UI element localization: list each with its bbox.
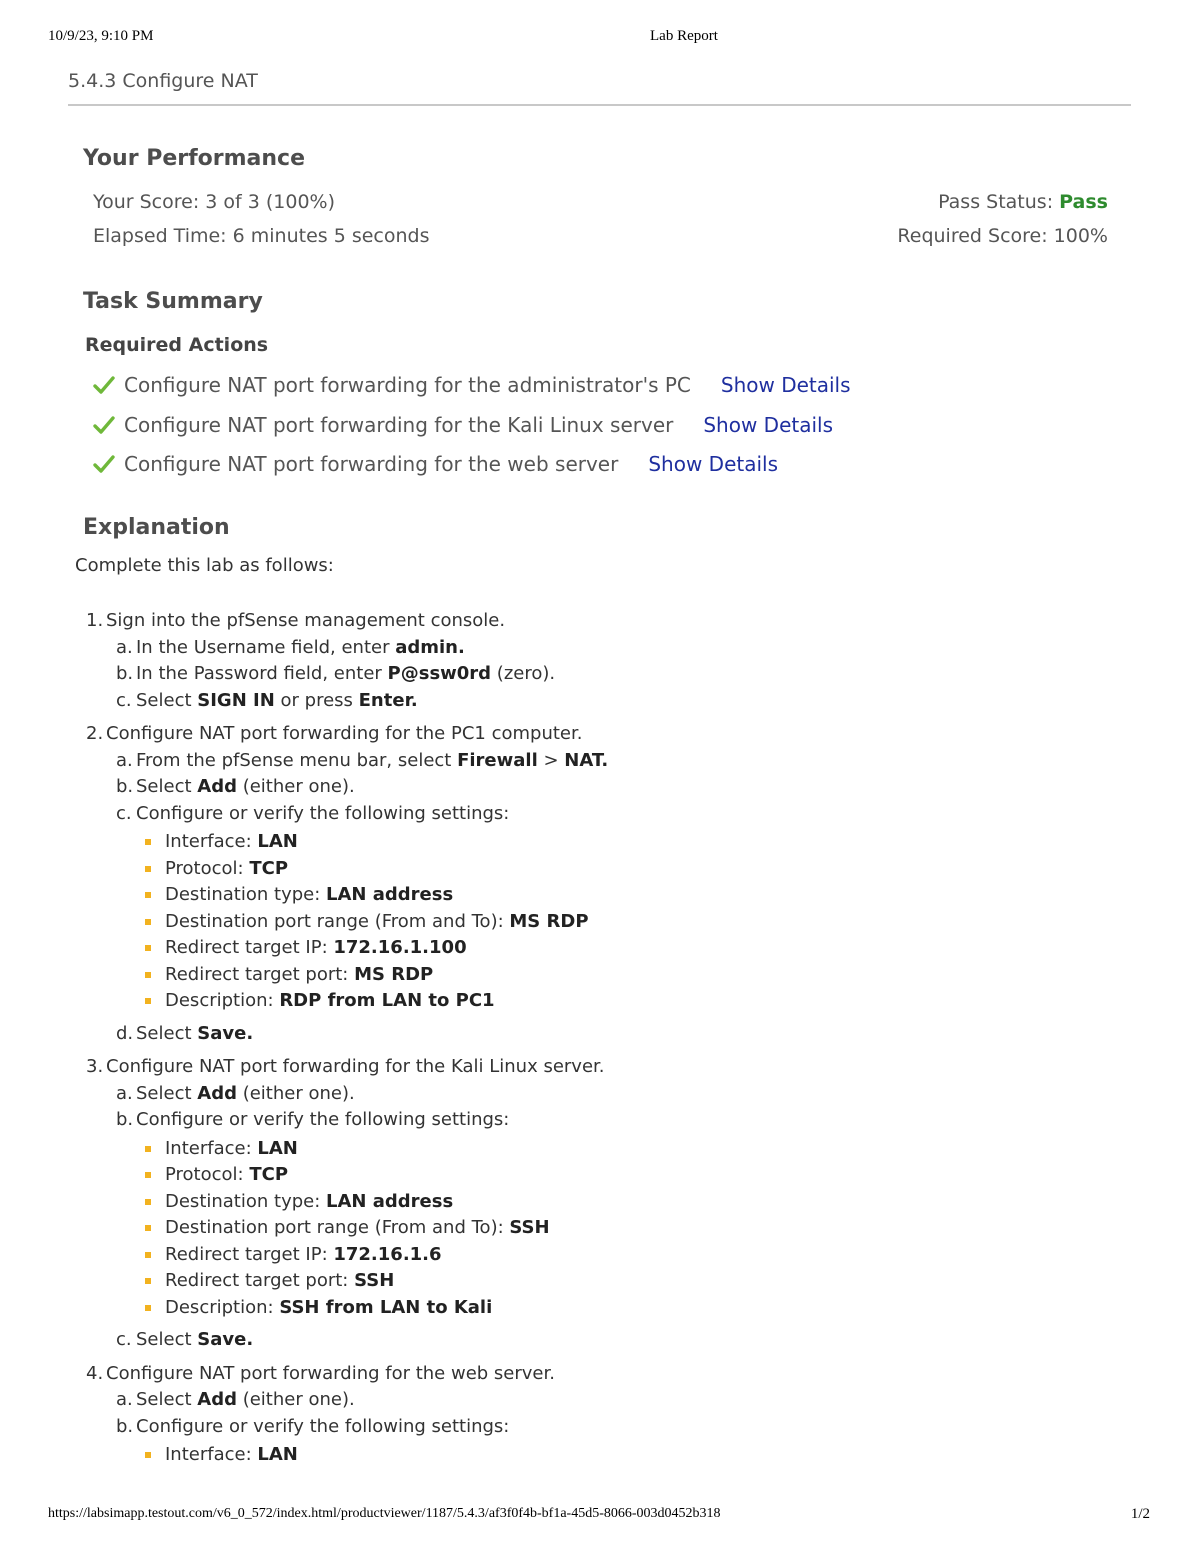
setting-name: Redirect target port: bbox=[165, 1270, 355, 1291]
setting-item bbox=[106, 1136, 608, 1163]
bullet-square-icon bbox=[145, 1252, 151, 1258]
substep-text: (zero). bbox=[491, 663, 556, 684]
setting-value: SSH bbox=[354, 1270, 395, 1291]
setting-item bbox=[106, 829, 608, 856]
setting-name: Protocol: bbox=[165, 857, 250, 879]
required-actions-heading: Required Actions bbox=[85, 334, 269, 356]
setting-value: RDP from LAN to PC1 bbox=[279, 990, 495, 1011]
substep-text: Select bbox=[136, 1082, 198, 1104]
substep-letter: c. bbox=[116, 689, 132, 711]
substep bbox=[106, 1081, 608, 1108]
pass-status-line bbox=[938, 191, 1108, 213]
substep-text: (either one). bbox=[236, 1389, 355, 1410]
bullet-square-icon bbox=[145, 919, 151, 925]
step-number: 4. bbox=[86, 1362, 104, 1384]
substep-letter: a. bbox=[116, 1082, 133, 1104]
pass-status-label: Pass Status: bbox=[938, 191, 1054, 213]
bullet-square-icon bbox=[145, 1225, 151, 1231]
task-summary-heading: Task Summary bbox=[83, 289, 263, 314]
setting-value: LAN address bbox=[326, 1190, 454, 1212]
setting-item bbox=[106, 856, 608, 883]
substep-text: (either one). bbox=[236, 776, 355, 797]
substep-letter: a. bbox=[116, 1389, 133, 1410]
bullet-square-icon bbox=[145, 1278, 151, 1284]
settings-list bbox=[106, 1442, 608, 1469]
setting-value: SSH from LAN to Kali bbox=[279, 1296, 493, 1318]
explanation-steps bbox=[0, 608, 608, 1476]
substep-text: In the Username field, enter bbox=[136, 636, 396, 658]
bullet-square-icon bbox=[145, 892, 151, 898]
required-action-text: Configure NAT port forwarding for the Kali Linux server bbox=[124, 413, 674, 437]
substep-text: or press bbox=[274, 689, 359, 711]
bullet-square-icon bbox=[145, 839, 151, 845]
elapsed-label: Elapsed Time: bbox=[93, 225, 227, 247]
setting-item bbox=[106, 935, 608, 962]
setting-item bbox=[106, 1268, 608, 1295]
substep-text: Select bbox=[136, 1389, 198, 1410]
step-item bbox=[0, 608, 608, 714]
required-score-value: 100% bbox=[1053, 225, 1108, 247]
substep-emphasis: Add bbox=[197, 1082, 237, 1104]
substep-text: Select bbox=[136, 689, 198, 711]
substep-text: > bbox=[537, 749, 565, 771]
bullet-square-icon bbox=[145, 1305, 151, 1311]
setting-name: Destination port range (From and To): bbox=[165, 1217, 510, 1238]
bullet-square-icon bbox=[145, 1146, 151, 1152]
substep-text: (either one). bbox=[236, 1082, 355, 1104]
substep bbox=[106, 1387, 608, 1414]
setting-name: Destination type: bbox=[165, 884, 327, 905]
setting-item bbox=[106, 988, 608, 1015]
substep-emphasis: Add bbox=[197, 1389, 237, 1410]
substep bbox=[106, 635, 608, 662]
setting-value: TCP bbox=[249, 1164, 289, 1185]
show-details-link[interactable]: Show Details bbox=[720, 373, 851, 397]
explanation-heading: Explanation bbox=[83, 515, 230, 540]
step-number: 2. bbox=[86, 723, 104, 744]
pass-status-value: Pass bbox=[1059, 191, 1108, 213]
show-details-link[interactable]: Show Details bbox=[648, 452, 779, 476]
setting-item bbox=[106, 882, 608, 909]
substep-letter: c. bbox=[116, 1329, 132, 1350]
required-score-label: Required Score: bbox=[897, 225, 1048, 247]
setting-item bbox=[106, 1189, 608, 1216]
substep-emphasis: admin. bbox=[395, 636, 465, 658]
print-header bbox=[0, 28, 1200, 48]
substep-letter: d. bbox=[116, 1022, 134, 1044]
elapsed-line bbox=[93, 225, 430, 247]
score-value: 3 of 3 (100%) bbox=[205, 191, 336, 213]
setting-name: Redirect target IP: bbox=[165, 1243, 334, 1265]
step-item bbox=[0, 721, 608, 1047]
step-text: Configure NAT port forwarding for the PC1 computer. bbox=[106, 723, 583, 744]
setting-name: Interface: bbox=[165, 1444, 258, 1465]
substep-letter: b. bbox=[116, 1415, 134, 1437]
setting-item bbox=[106, 1295, 608, 1322]
required-action-text: Configure NAT port forwarding for the administrator's PC bbox=[124, 373, 691, 397]
setting-name: Destination type: bbox=[165, 1190, 327, 1212]
substep bbox=[106, 748, 608, 775]
substep-text: Configure or verify the following settings: bbox=[136, 1415, 510, 1437]
setting-value: LAN bbox=[257, 1444, 298, 1465]
bullet-square-icon bbox=[145, 972, 151, 978]
setting-item bbox=[106, 1215, 608, 1242]
setting-item bbox=[106, 1242, 608, 1269]
print-url: https://labsimapp.testout.com/v6_0_572/index.html/productviewer/1187/5.4.3/af3f0f4b-bf1a-45d5-8066-003d0452b318 bbox=[48, 1506, 721, 1521]
step-text: Configure NAT port forwarding for the Kali Linux server. bbox=[106, 1056, 605, 1077]
substep-emphasis: P@ssw0rd bbox=[387, 663, 492, 684]
step-item bbox=[0, 1054, 608, 1354]
substep-text: Select bbox=[136, 776, 198, 797]
substep-letter: c. bbox=[116, 802, 132, 824]
step-number: 3. bbox=[86, 1056, 104, 1077]
required-action-item bbox=[92, 370, 851, 400]
check-icon bbox=[92, 452, 116, 476]
substep bbox=[106, 1414, 608, 1441]
substep-text: In the Password field, enter bbox=[136, 663, 388, 684]
performance-heading: Your Performance bbox=[83, 146, 306, 171]
substep-text: Select bbox=[136, 1022, 198, 1044]
print-title: Lab Report bbox=[650, 28, 718, 44]
print-page-number: 1/2 bbox=[1130, 1506, 1150, 1522]
setting-name: Description: bbox=[165, 990, 280, 1011]
required-action-item bbox=[92, 449, 778, 479]
substep-emphasis: Firewall bbox=[457, 749, 538, 771]
settings-list bbox=[106, 1136, 608, 1322]
bullet-square-icon bbox=[145, 945, 151, 951]
check-icon bbox=[92, 413, 116, 437]
show-details-link[interactable]: Show Details bbox=[703, 413, 834, 437]
step-number: 1. bbox=[86, 610, 104, 631]
lab-title: 5.4.3 Configure NAT bbox=[68, 70, 258, 92]
bullet-square-icon bbox=[145, 1172, 151, 1178]
substep-text: Configure or verify the following settings: bbox=[136, 802, 510, 824]
step-text: Configure NAT port forwarding for the web server. bbox=[106, 1362, 555, 1384]
substep bbox=[106, 1021, 608, 1048]
setting-value: 172.16.1.6 bbox=[333, 1243, 442, 1265]
substep-text: Select bbox=[136, 1329, 198, 1350]
substep-letter: b. bbox=[116, 663, 134, 684]
setting-value: MS RDP bbox=[354, 963, 434, 985]
required-action-item bbox=[92, 410, 833, 440]
substep-letter: a. bbox=[116, 749, 133, 771]
setting-value: LAN bbox=[257, 831, 298, 852]
substep-emphasis: Save. bbox=[197, 1022, 254, 1044]
substep-letter: a. bbox=[116, 636, 133, 658]
substep-text: From the pfSense menu bar, select bbox=[136, 749, 458, 771]
title-divider bbox=[68, 104, 1131, 106]
substep bbox=[106, 801, 608, 828]
required-score-line bbox=[897, 225, 1108, 247]
substep-letter: b. bbox=[116, 776, 134, 797]
bullet-square-icon bbox=[145, 866, 151, 872]
substep-letter: b. bbox=[116, 1109, 134, 1130]
setting-item bbox=[106, 1442, 608, 1469]
score-label: Your Score: bbox=[93, 191, 200, 213]
setting-value: LAN address bbox=[326, 884, 454, 905]
setting-name: Protocol: bbox=[165, 1164, 250, 1185]
substep bbox=[106, 774, 608, 801]
substep bbox=[106, 688, 608, 715]
setting-name: Destination port range (From and To): bbox=[165, 910, 510, 932]
setting-value: SSH bbox=[509, 1217, 550, 1238]
setting-name: Interface: bbox=[165, 1137, 258, 1159]
check-icon bbox=[92, 373, 116, 397]
settings-list bbox=[106, 829, 608, 1015]
substep-emphasis: NAT. bbox=[564, 749, 609, 771]
substep bbox=[106, 1327, 608, 1354]
setting-item bbox=[106, 909, 608, 936]
substep bbox=[106, 1107, 608, 1134]
step-item bbox=[0, 1361, 608, 1469]
setting-item bbox=[106, 1162, 608, 1189]
step-text: Sign into the pfSense management console. bbox=[106, 610, 506, 631]
setting-value: MS RDP bbox=[509, 910, 589, 932]
bullet-square-icon bbox=[145, 998, 151, 1004]
elapsed-value: 6 minutes 5 seconds bbox=[232, 225, 430, 247]
setting-item bbox=[106, 962, 608, 989]
setting-value: TCP bbox=[249, 857, 289, 879]
required-action-text: Configure NAT port forwarding for the web server bbox=[124, 452, 619, 476]
substep bbox=[106, 661, 608, 688]
print-footer bbox=[0, 1506, 1200, 1526]
explanation-intro: Complete this lab as follows: bbox=[75, 555, 334, 576]
substep-emphasis: SIGN IN bbox=[197, 689, 275, 711]
substep-text: Configure or verify the following settings: bbox=[136, 1109, 510, 1130]
setting-name: Interface: bbox=[165, 831, 258, 852]
score-line bbox=[93, 191, 335, 213]
setting-name: Redirect target port: bbox=[165, 963, 355, 985]
setting-name: Description: bbox=[165, 1296, 280, 1318]
setting-value: LAN bbox=[257, 1137, 298, 1159]
setting-value: 172.16.1.100 bbox=[333, 937, 467, 958]
substep-emphasis: Add bbox=[197, 776, 237, 797]
substep-emphasis: Enter. bbox=[358, 689, 418, 711]
setting-name: Redirect target IP: bbox=[165, 937, 334, 958]
substep-emphasis: Save. bbox=[197, 1329, 254, 1350]
bullet-square-icon bbox=[145, 1452, 151, 1458]
print-datetime: 10/9/23, 9:10 PM bbox=[48, 28, 154, 44]
bullet-square-icon bbox=[145, 1199, 151, 1205]
